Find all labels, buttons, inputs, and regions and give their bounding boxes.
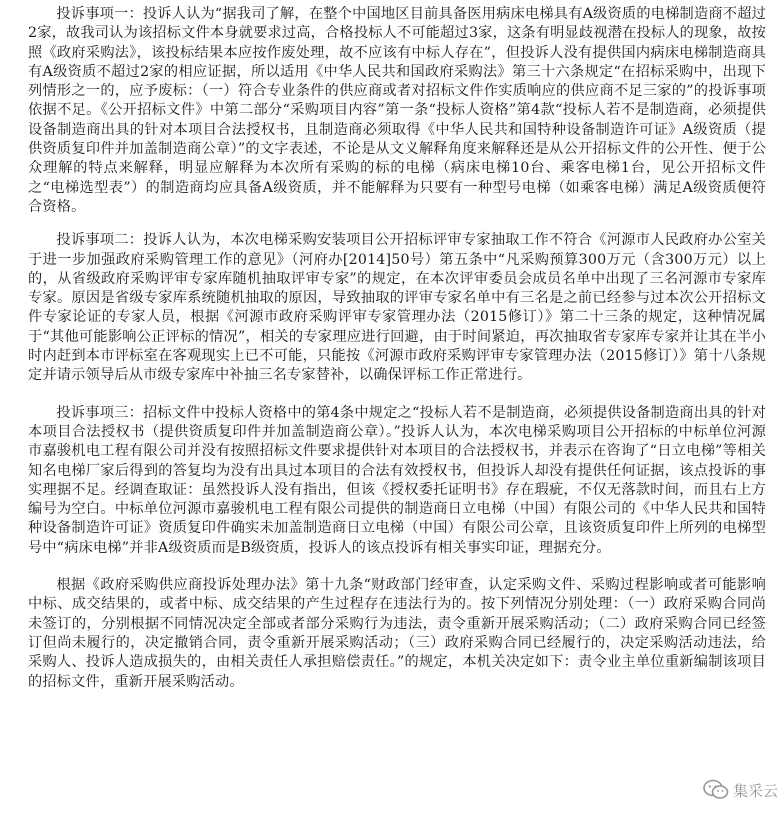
watermark — [703, 779, 778, 801]
decision-paragraph: 根据《政府采购供应商投诉处理办法》第十九条“财政部门经审查，认定采购文件、采购过程影响或者可能影响中标、成交结果的，或者中标、成交结果的产生过程存在违法行为的。按下列情况分别处理：（一）政府采购合同尚未签订的，分别根据不同情况决定全部或者部分采购行为违法，责令重新开展采购活动；（二）政府采购合同已经签订但尚未履行的，决定撤销合同，责令重新开展采购活动；（三）政府采购合同已经履行的，决定采购活动违法，给采购人、投诉人造成损失的，由相关责任人承担赔偿责任。”的规定，本机关决定如下：责令业主单位重新编制该项目的招标文件，重新开展采购活动。 — [28, 577, 766, 690]
wechat-icon — [703, 779, 729, 801]
complaint-item-3-paragraph: 投诉事项三：招标文件中投标人资格中的第4条中规定之“投标人若不是制造商，必须提供设备制造商出具的针对本项目合法授权书（提供资质复印件并加盖制造商公章）。”投诉人认为，本次电梯采购项目公开招标的中标单位河源市嘉骏机电工程有限公司并没有按照招标文件要求提供针对本项目的合法授权书，并表示在咨询了“日立电梯”等相关知名电梯厂家后得到的答复均为没有出具过本项目的合法有效授权书，但投诉人却没有提供任何证据，该点投诉的事实理据不足。经调查取证：虽然投诉人没有指出，但该《授权委托证明书》存在瑕疵，不仅无落款时间，而且右上方编号为空白。中标单位河源市嘉骏机电工程有限公司提供的制造商日立电梯（中国）有限公司的《中华人民共和国特种设备制造许可证》资质复印件确实未加盖制造商日立电梯（中国）有限公司公章，且该资质复印件上所列的电梯型号中“病床电梯”并非A级资质而是B级资质，投诉人的该点投诉有相关事实印证，理据充分。 — [28, 404, 766, 556]
complaint-item-2-paragraph: 投诉事项二：投诉人认为，本次电梯采购安装项目公开招标评审专家抽取工作不符合《河源市人民政府办公室关于进一步加强政府采购管理工作的意见》（河府办[2014]50号）第五条中“凡采购预算300万元（含300万元）以上的，从省级政府采购评审专家库随机抽取评审专家”的规定，在本次评审委员会成员名单中出现了三名河源市专家库专家。原因是省级专家库系统随机抽取的原因，导致抽取的评审专家名单中有三名是之前已经参与过本次公开招标文件专家论证的专家人员，根据《河源市政府采购评审专家管理办法（2015修订）》第二十三条的规定，这种情况属于“其他可能影响公正评标的情况”，相关的专家理应进行回避，由于时间紧迫，再次抽取省专家库专家并让其在半小时内赶到本市评标室在客观现实上已不可能，只能按《河源市政府采购评审专家管理办法（2015修订）》第十八条规定并请示领导后从市级专家库中补抽三名专家替补，以确保评标工作正常进行。 — [28, 232, 766, 384]
complaint-item-1-paragraph: 投诉事项一：投诉人认为“据我司了解，在整个中国地区目前具备医用病床电梯具有A级资质的电梯制造商不超过2家，故我司认为该招标文件本身就要求过高，合格投标人不可能超过3家，这条有明显歧视潜在投标人的现象，故按照《政府采购法》，该投标结果本应按作废处理，故不应该有中标人存在”，但投诉人没有提供国内病床电梯制造商具有A级资质不超过2家的相应证据，所以适用《中华人民共和国政府采购法》第三十六条规定“在招标采购中，出现下列情形之一的，应予废标：（一）符合专业条件的供应商或者对招标文件作实质响应的供应商不足三家的”的投诉事项依据不足。《公开招标文件》中第二部分“采购项目内容”第一条“投标人资格”第4款“投标人若不是制造商，必须提供设备制造商出具的针对本项目合法授权书，且制造商必须取得《中华人民共和国特种设备制造许可证》A级资质（提供资质复印件并加盖制造商公章）”的文字表述，不论是从文义解释角度来解释还是从公开招标文件的公开性、便于公众理解的特点来解释，明显应解释为本次所有采购的标的电梯（病床电梯10台、乘客电梯1台，见公开招标文件之“电梯选型表”）的制造商均应具备A级资质，并不能解释为只要有一种型号电梯（如乘客电梯）满足A级资质便符合资格。 — [28, 6, 766, 215]
watermark-text: 集采云 — [732, 781, 778, 800]
